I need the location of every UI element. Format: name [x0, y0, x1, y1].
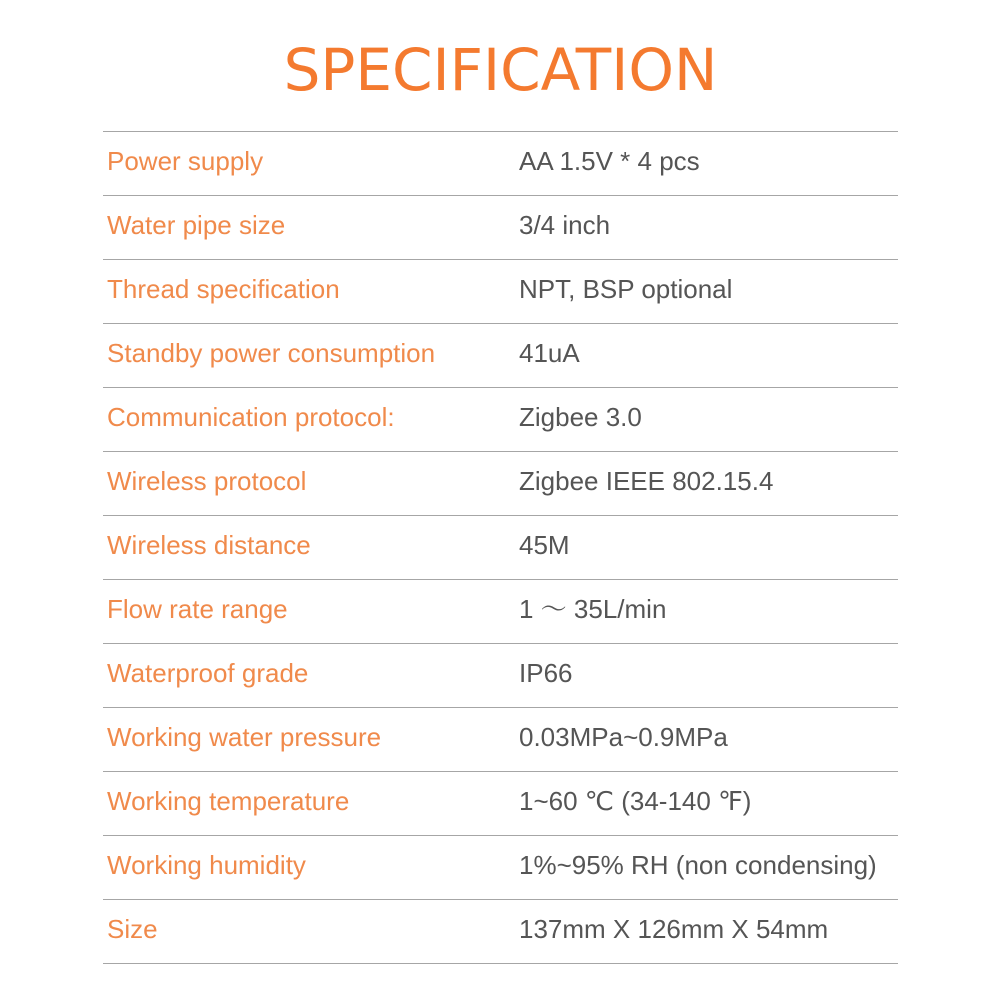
spec-row [103, 452, 898, 516]
spec-value: 1~60 ℃ (34-140 ℉) [519, 786, 752, 816]
spec-label: Thread specification [107, 274, 340, 304]
spec-label: Working temperature [107, 786, 350, 816]
spec-row [103, 196, 898, 260]
spec-label: Waterproof grade [107, 658, 309, 688]
spec-label: Standby power consumption [107, 338, 436, 368]
spec-row [103, 580, 898, 644]
spec-label: Water pipe size [107, 210, 286, 240]
spec-row [103, 388, 898, 452]
spec-label: Working humidity [107, 850, 306, 880]
spec-value: 45M [519, 530, 570, 560]
spec-row [103, 132, 898, 196]
spec-value: 0.03MPa~0.9MPa [519, 722, 728, 752]
spec-value: IP66 [519, 658, 573, 688]
spec-table [103, 131, 898, 964]
spec-value: AA 1.5V * 4 pcs [519, 146, 700, 176]
spec-row [103, 644, 898, 708]
spec-label: Flow rate range [107, 594, 288, 624]
spec-value: 137mm X 126mm X 54mm [519, 914, 829, 944]
spec-value: Zigbee 3.0 [519, 402, 642, 432]
spec-row [103, 900, 898, 964]
spec-row [103, 772, 898, 836]
spec-value: 1 ～ 35L/min [519, 594, 667, 624]
spec-value: 3/4 inch [519, 210, 611, 240]
spec-row [103, 836, 898, 900]
spec-value: 41uA [519, 338, 580, 368]
spec-value: NPT, BSP optional [519, 274, 733, 304]
spec-value: 1%~95% RH (non condensing) [519, 850, 877, 880]
spec-label: Power supply [107, 146, 264, 176]
spec-row [103, 516, 898, 580]
spec-label: Size [107, 914, 158, 944]
spec-label: Working water pressure [107, 722, 382, 752]
spec-value: Zigbee IEEE 802.15.4 [519, 466, 774, 496]
spec-label: Wireless protocol [107, 466, 307, 496]
page-title: SPECIFICATION [283, 36, 718, 104]
spec-label: Communication protocol: [107, 402, 395, 432]
spec-label: Wireless distance [107, 530, 311, 560]
spec-row [103, 324, 898, 388]
spec-row [103, 260, 898, 324]
spec-row [103, 708, 898, 772]
